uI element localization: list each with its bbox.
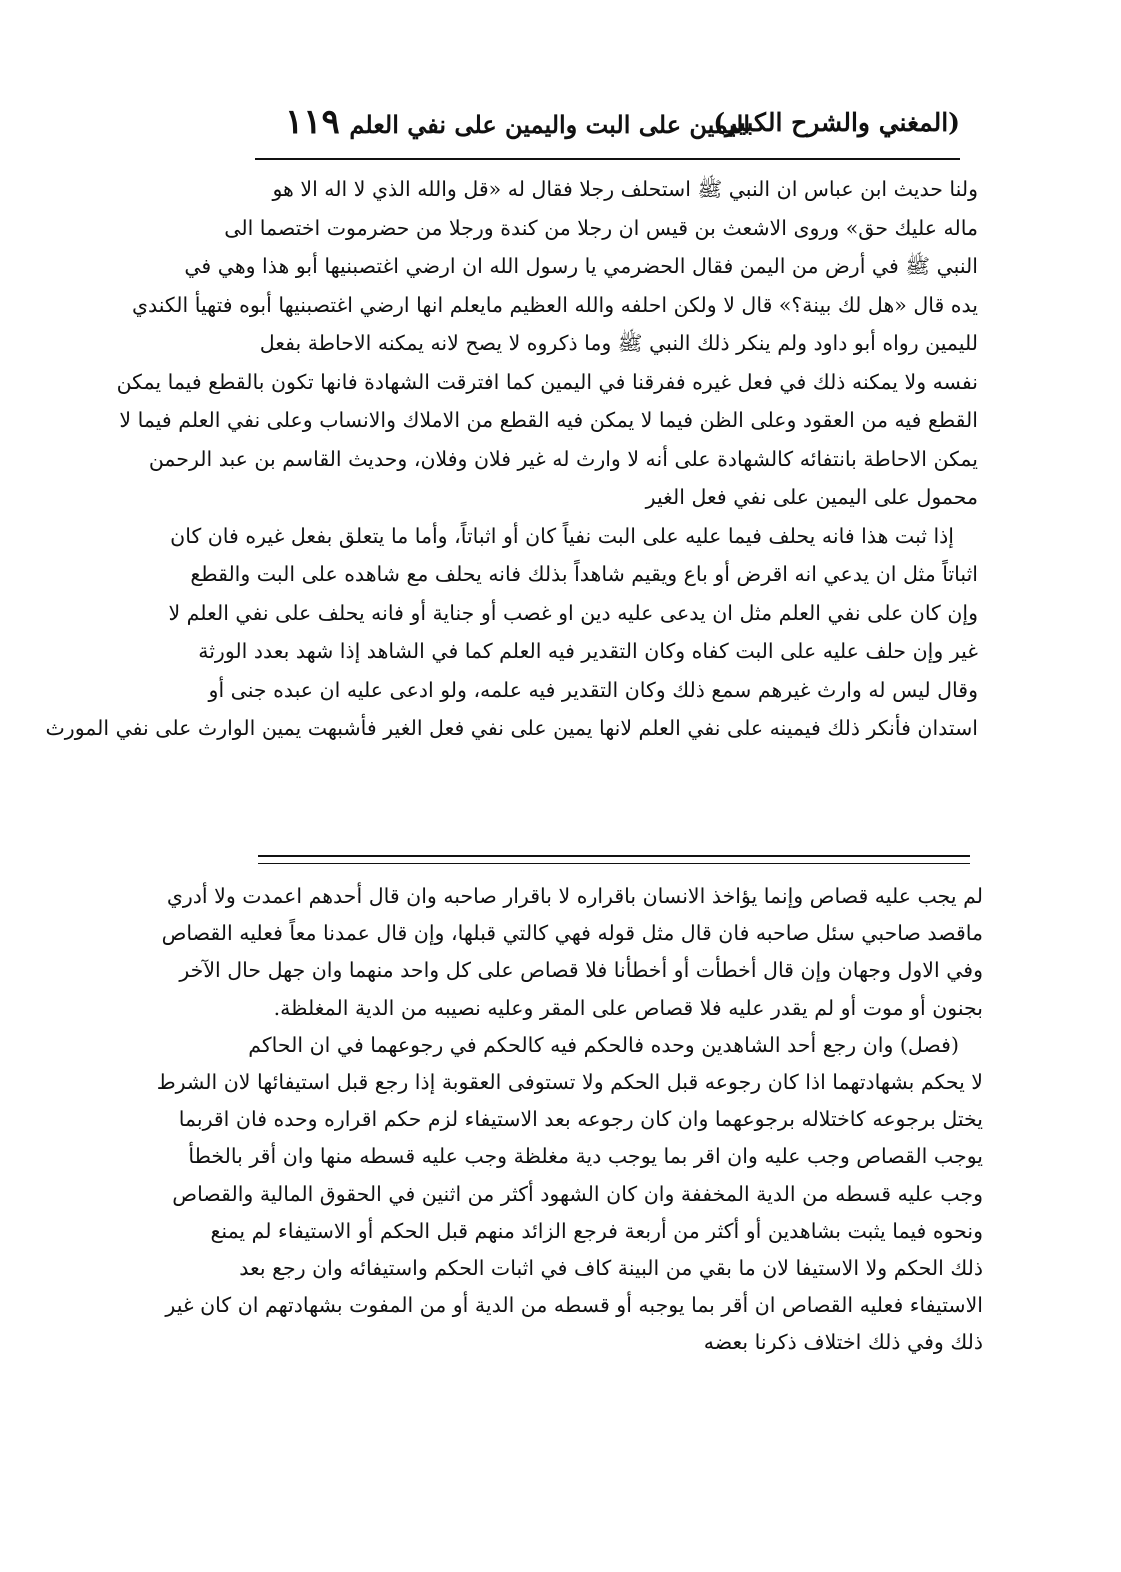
text-line: ذلك الحكم ولا الاستيفا لان ما بقي من البينة كاف في اثبات الحكم واستيفائه وان رجع بعد xyxy=(239,1256,983,1281)
main-paragraph xyxy=(116,170,978,517)
page-header xyxy=(255,102,960,156)
text-line: (فصل) وان رجع أحد الشاهدين وحده فالحكم فيه كالحكم في رجوعهما في ان الحاكم xyxy=(248,1032,959,1057)
book-title: (المغني والشرح الكبير) xyxy=(713,108,960,137)
section-separator xyxy=(258,855,970,864)
text-line: يمكن الاحاطة بانتفائه كالشهادة على أنه لا وارث له غير فلان وفلان، وحديث القاسم بن عبد الرحمن xyxy=(148,446,978,471)
text-line: وإن كان على نفي العلم مثل ان يدعى عليه دين او غصب أو جناية أو فانه يحلف على نفي العلم لا xyxy=(168,600,978,625)
text-line: النبي ﷺ في أرض من اليمن فقال الحضرمي يا رسول الله ان ارضي اغتصبنيها أبو هذا وهي في xyxy=(184,254,978,278)
text-line: الاستيفاء فعليه القصاص ان أقر بما يوجبه أو قسطه من الدية أو من المفوت بشهادتهم ان كان غير xyxy=(165,1293,983,1318)
page-number: ١١٩ xyxy=(285,102,340,142)
text-line: يوجب القصاص وجب عليه وان اقر بما يوجب دية مغلظة وجب عليه قسطه منها وان أقر بالخطأ xyxy=(188,1144,983,1169)
text-line: وقال ليس له وارث غيرهم سمع ذلك وكان التقدير فيه علمه، ولو ادعى عليه ان عبده جنى أو xyxy=(208,677,978,702)
main-text xyxy=(45,170,978,748)
text-line: ولنا حديث ابن عباس ان النبي ﷺ استحلف رجلا فقال له «قل والله الذي لا اله الا هو xyxy=(272,177,978,201)
text-line: ونحوه فيما يثبت بشاهدين أو أكثر من أربعة فرجع الزائد منهم قبل الحكم أو الاستيفاء لم يمنع xyxy=(210,1218,983,1243)
text-line: وجب عليه قسطه من الدية المخففة وان كان الشهود أكثر من اثنين في الحقوق المالية والقصاص xyxy=(172,1181,983,1206)
text-line: القطع فيه من العقود وعلى الظن فيما لا يمكن فيه القطع من الاملاك والانساب وعلى نفي العلم فيما لا xyxy=(119,408,978,432)
text-line: بجنون أو موت أو لم يقدر عليه فلا قصاص على المقر وعليه نصيبه من الدية المغلظة. xyxy=(273,995,983,1020)
text-line: لليمين رواه أبو داود ولم ينكر ذلك النبي ﷺ وما ذكروه لا يصح لانه يمكنه الاحاطة بفعل xyxy=(259,331,978,355)
text-line: يختل برجوعه كاختلاله برجوعهما وان كان رجوعه بعد الاستيفاء لزم حكم اقراره وحده فان اقربما xyxy=(178,1107,983,1132)
text-line: لا يحكم بشهادتهما اذا كان رجوعه قبل الحكم ولا تستوفى العقوبة إذا رجع قبل استيفائها لان الشرط xyxy=(156,1070,983,1095)
text-line: نفسه ولا يمكنه ذلك في فعل غيره ففرقنا في اليمين كما افترقت الشهادة فانها تكون بالقطع فيما يمكن xyxy=(116,369,978,394)
text-line: ماله عليك حق» وروى الاشعث بن قيس ان رجلا من كندة ورجلا من حضرموت اختصما الى xyxy=(224,215,978,240)
section-topic: اليمين على البت واليمين على نفي العلم xyxy=(349,110,750,139)
commentary-paragraph xyxy=(161,878,983,1027)
commentary-paragraph xyxy=(156,1027,983,1362)
text-line: ذلك وفي ذلك اختلاف ذكرنا بعضه xyxy=(703,1330,983,1355)
text-line: استدان فأنكر ذلك فيمينه على نفي العلم لانها يمين على نفي فعل الغير فأشبهت يمين الوارث على نفي المورث xyxy=(45,716,978,740)
lower-commentary xyxy=(156,878,983,1362)
header-rule xyxy=(255,158,960,160)
text-line: غير وإن حلف عليه على البت كفاه وكان التقدير فيه العلم كما في الشاهد إذا شهد بعدد الورثة xyxy=(198,639,978,663)
text-line: ماقصد صاحبي سئل صاحبه فان قال مثل قوله فهي كالتي قبلها، وإن قال عمدنا معاً فعليه القصاص xyxy=(161,921,983,946)
main-paragraph xyxy=(45,517,978,748)
text-line: إذا ثبت هذا فانه يحلف فيما عليه على البت نفياً كان أو اثباتاً، وأما ما يتعلق بفعل غيره فان كان xyxy=(170,523,954,548)
text-line: وفي الاول وجهان وإن قال أخطأت أو أخطأنا فلا قصاص على كل واحد منهما وان جهل حال الآخر xyxy=(179,958,983,983)
text-line: يده قال «هل لك بينة؟» قال لا ولكن احلفه والله العظيم مايعلم انها ارضي اغتصبنيها أبوه فتهيأ الكندي xyxy=(131,292,978,317)
text-line: محمول على اليمين على نفي فعل الغير xyxy=(645,485,978,509)
text-line: اثباتاً مثل ان يدعي انه اقرض أو باع ويقيم شاهداً بذلك فانه يحلف مع شاهده على البت والقطع xyxy=(190,562,978,586)
text-line: لم يجب عليه قصاص وإنما يؤاخذ الانسان باقراره لا باقرار صاحبه وان قال أحدهم اعمدت ولا أدري xyxy=(166,884,983,908)
